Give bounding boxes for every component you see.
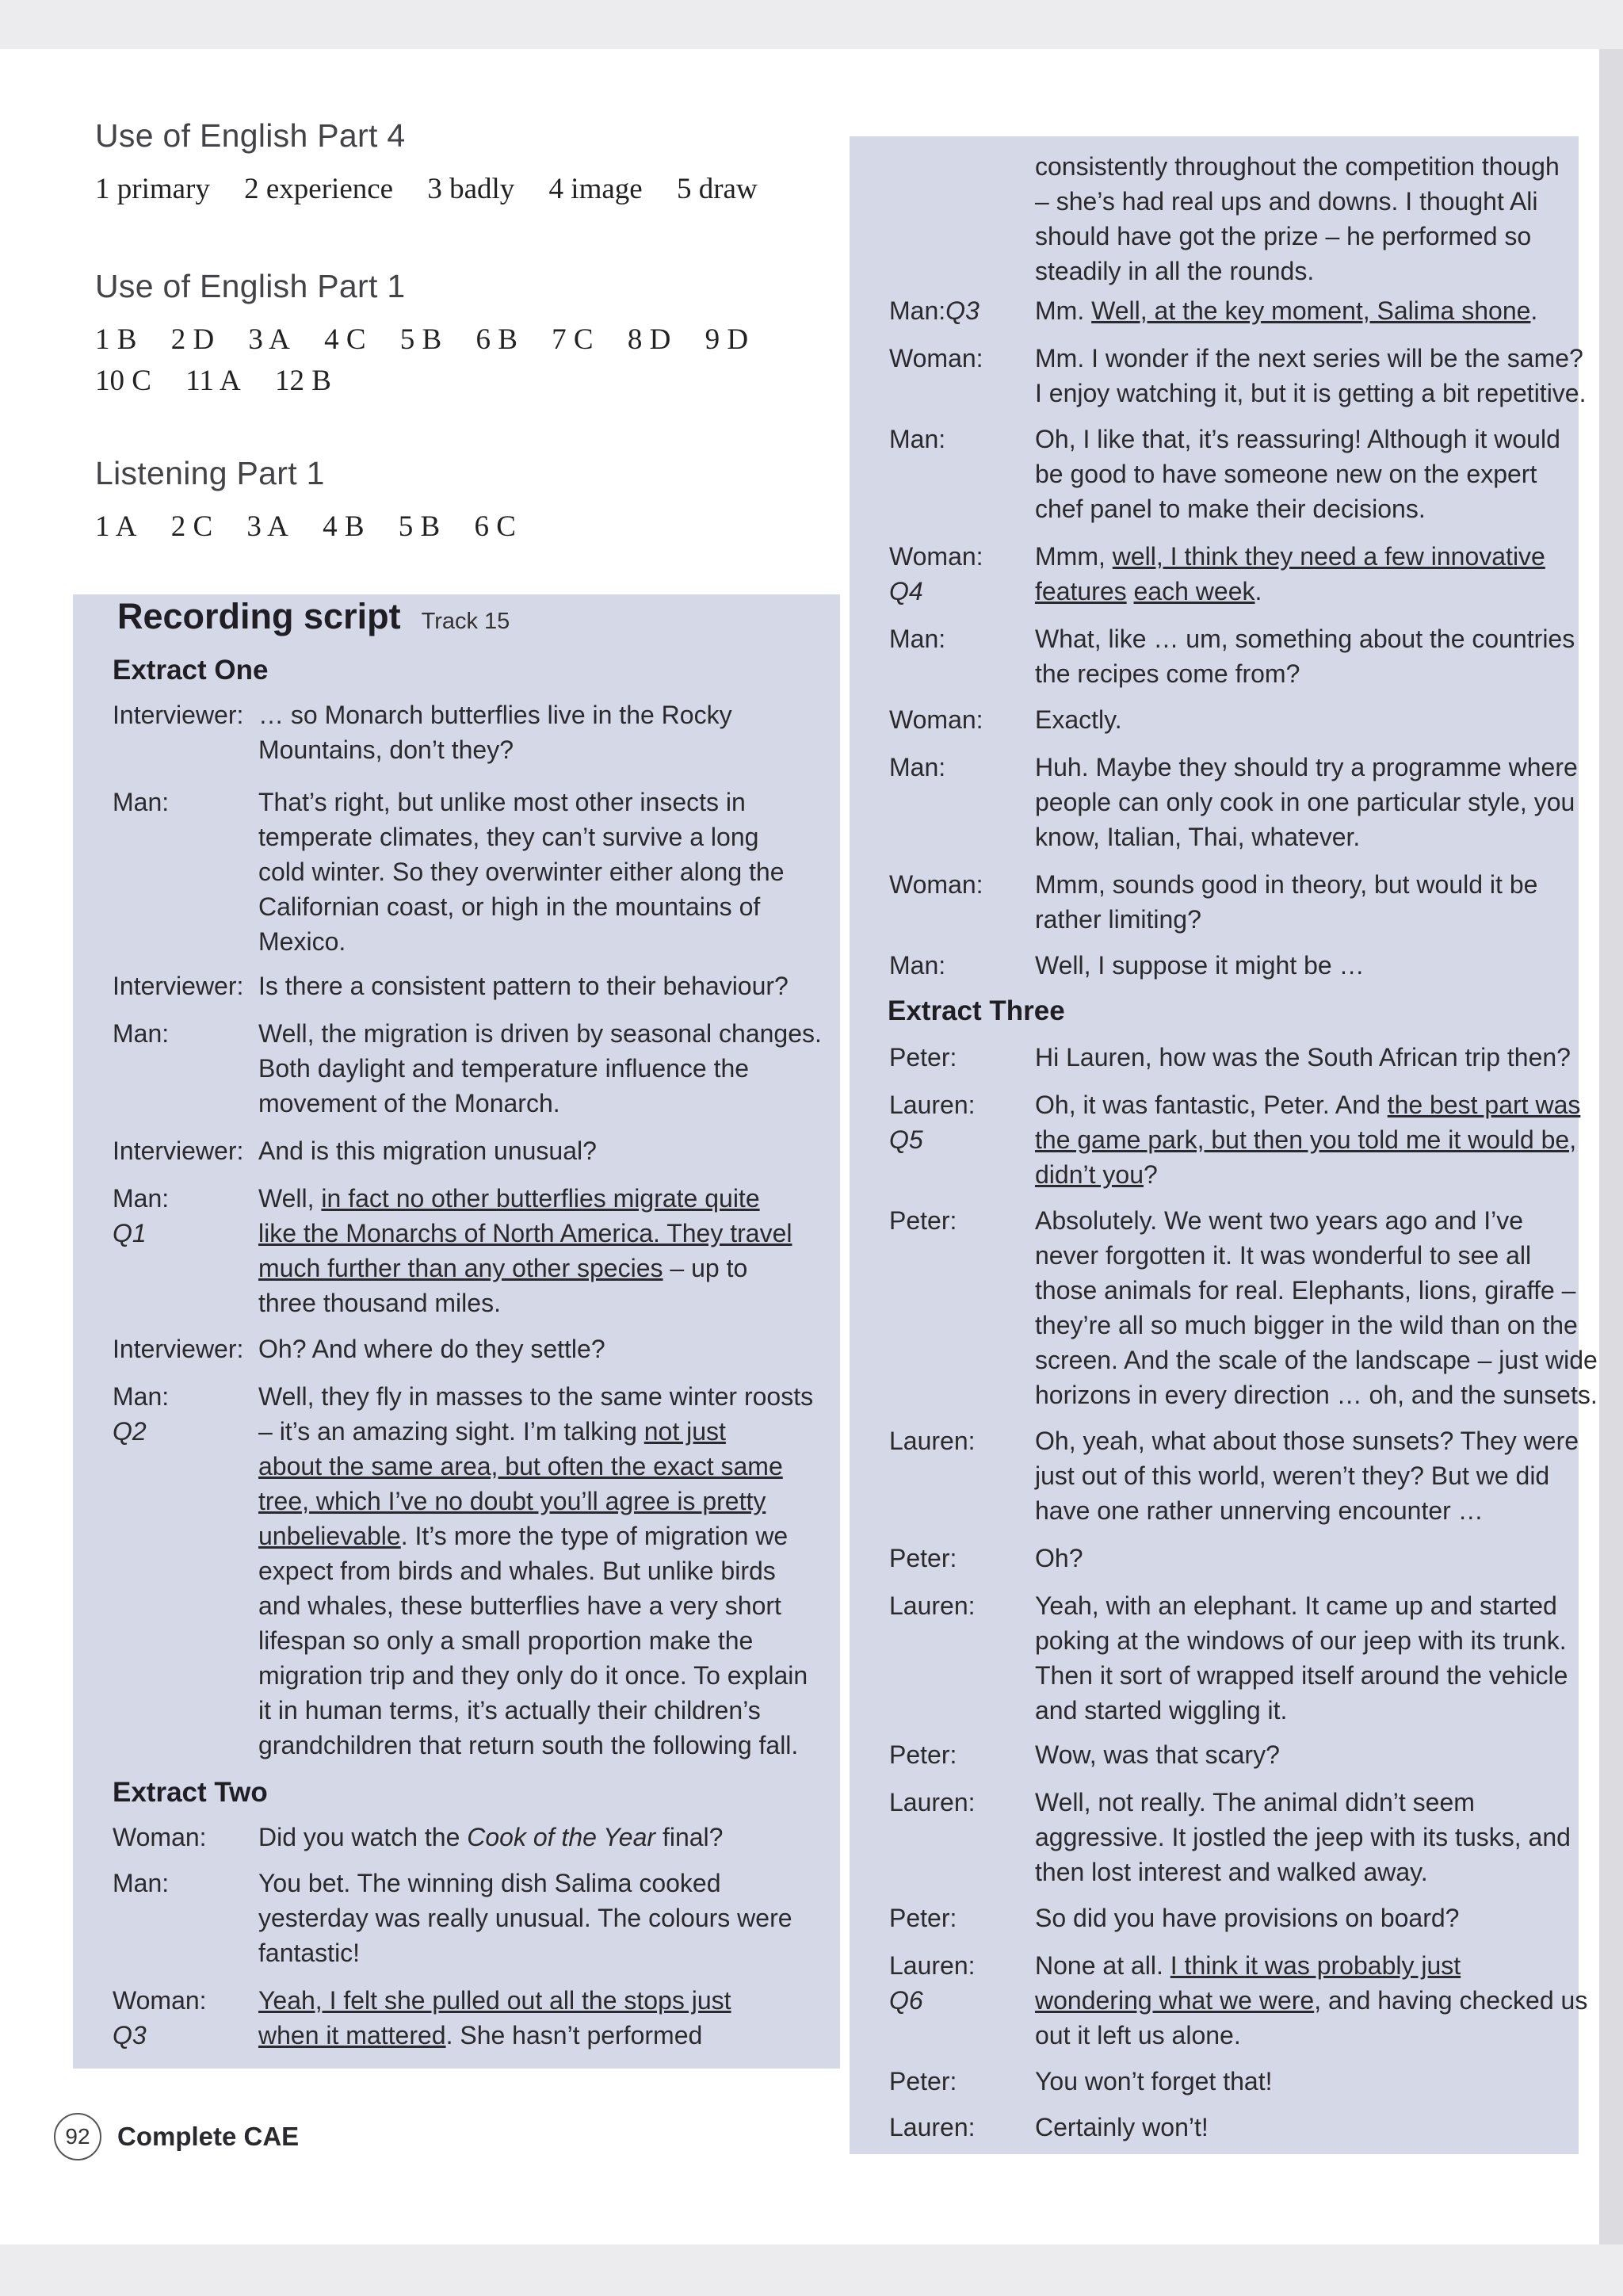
speaker-label: Interviewer: [113,1137,244,1165]
answer-item: 8 D [627,323,671,356]
speaker-text: Well, the migration is driven by seasonal changes. Both daylight and temperature influence the movement of the Monarch. [258,1019,822,1117]
speaker-label: Peter: [889,1544,957,1572]
speaker-label: Lauren: Q5 [889,1091,976,1154]
speaker-text: None at all. I think it was probably just wondering what we were, and having checked us out it left us alone. [1035,1951,1588,2050]
speaker-text: Oh? [1035,1544,1083,1572]
answer-item: 5 B [399,323,442,356]
speaker-label: Man: [113,1019,170,1048]
speaker-label: Lauren: [889,2113,976,2141]
answer-item: 10 C [95,365,151,397]
speaker-label: Interviewer: [113,1335,244,1363]
speaker-text: Yeah, I felt she pulled out all the stops just when it mattered. She hasn’t performed [258,1986,731,2050]
speaker-text: Oh, I like that, it’s reassuring! Although it would be good to have someone new on the expert chef panel to make their decisions. [1035,425,1560,523]
answer-row [95,506,808,548]
answer-item: 4 image [548,173,643,205]
answer-item: 7 C [552,323,594,356]
answer-item: 5 B [398,510,441,543]
speaker-text: Well, in fact no other butterflies migrate quite like the Monarchs of North America. They travel much further than any other species – up to three thousand miles. [258,1184,792,1317]
speaker-text: Well, not really. The animal didn’t seem aggressive. It jostled the jeep with its tusks, and then lost interest and walked away. [1035,1788,1571,1886]
answer-item: 6 C [474,510,516,543]
speaker-label: Lauren: [889,1788,976,1817]
speaker-label: Woman: [889,344,983,372]
speaker-label: Man: Q1 [113,1184,170,1247]
speaker-label: Woman: [113,1823,207,1851]
speaker-text: So did you have provisions on board? [1035,1904,1460,1932]
speaker-label: Woman: [889,870,983,899]
speaker-label: Lauren: [889,1591,976,1620]
speaker-label: Man: [889,753,946,781]
answer-item: 3 A [246,510,288,543]
answer-heading: Listening Part 1 [95,455,325,491]
extract-heading: Extract One [113,655,269,686]
speaker-text: Hi Lauren, how was the South African trip then? [1035,1043,1571,1072]
speaker-label: Peter: [889,1043,957,1072]
speaker-text: Exactly. [1035,705,1122,734]
speaker-text: Mmm, well, I think they need a few innovative features each week. [1035,542,1545,606]
speaker-text: Well, I suppose it might be … [1035,951,1365,980]
speaker-text: And is this migration unusual? [258,1137,597,1165]
speaker-text: Did you watch the Cook of the Year final? [258,1823,724,1851]
speaker-text: Is there a consistent pattern to their behaviour? [258,972,789,1000]
speaker-label: Woman: Q3 [113,1986,207,2050]
answer-item: 11 A [185,365,241,397]
speaker-label: Interviewer: [113,972,244,1000]
answer-heading: Use of English Part 1 [95,268,406,304]
answer-row [95,169,808,210]
speaker-text: Oh, yeah, what about those sunsets? They were just out of this world, weren’t they? But we did have one rather unnerving encounter … [1035,1427,1579,1525]
speaker-text: Well, they fly in masses to the same winter roosts – it’s an amazing sight. I’m talking not just about the same area, but often the exact same tree, which I’ve no doubt you’ll agree is pretty unbelievable. It’s more the type of migration we expect from birds and whales. But unlike birds and whales, these butterflies have a very short lifespan so only a small proportion make the migration trip and they only do it once. To explain it in human terms, it’s actually their children’s grandchildren that return south the following fall. [258,1382,814,1759]
speaker-text: That’s right, but unlike most other insects in temperate climates, they can’t survive a long cold winter. So they overwinter either along the Californian coast, or high in the mountains of Mexico. [258,788,785,956]
speaker-label: Interviewer: [113,701,244,729]
speaker-text: What, like … um, something about the countries the recipes come from? [1035,625,1575,688]
answer-item: 1 B [95,323,137,356]
answer-item: 1 A [95,510,137,543]
speaker-label: Man: [113,1869,170,1897]
speaker-text: Mmm, sounds good in theory, but would it be rather limiting? [1035,870,1538,934]
answer-item: 3 A [248,323,290,356]
speaker-text: Certainly won’t! [1035,2113,1209,2141]
speaker-label: Peter: [889,2067,957,2095]
speaker-text: consistently throughout the competition though – she’s had real ups and downs. I thought Ali should have got the prize – he performed so steadily in all the rounds. [1035,152,1560,285]
answer-item: 6 B [475,323,517,356]
answer-item: 4 B [323,510,365,543]
extract-heading: Extract Two [113,1777,268,1808]
speaker-text: Huh. Maybe they should try a programme where people can only cook in one particular style, you know, Italian, Thai, whatever. [1035,753,1578,851]
answer-block-uoe1 [95,268,808,402]
page-number: 92 [54,2113,101,2160]
page-footer [54,2113,299,2160]
speaker-label: Peter: [889,1740,957,1769]
book-title: Complete CAE [117,2122,300,2151]
answer-block-listening1 [95,455,808,548]
recording-script-title-text: Recording script [117,596,401,636]
extract-heading: Extract Three [888,995,1065,1026]
answer-item: 2 D [170,323,215,356]
track-label: Track 15 [421,609,510,634]
answer-row [95,319,808,361]
speaker-text: Oh? And where do they settle? [258,1335,605,1363]
speaker-text: You bet. The winning dish Salima cooked yesterday was really unusual. The colours were fantastic! [258,1869,792,1967]
answer-item: 1 primary [95,173,210,205]
answer-item: 2 C [170,510,213,543]
answer-heading: Use of English Part 4 [95,117,406,154]
speaker-label: Man: [889,625,946,653]
speaker-label: Lauren: [889,1427,976,1455]
answer-block-uoe4 [95,117,808,210]
speaker-text: Mm. I wonder if the next series will be the same? I enjoy watching it, but it is getting a bit repetitive. [1035,344,1587,407]
answer-row [95,361,808,402]
speaker-text: Mm. Well, at the key moment, Salima shone. [1035,296,1538,325]
speaker-label: Peter: [889,1206,957,1235]
speaker-text: … so Monarch butterflies live in the Rocky Mountains, don’t they? [258,701,732,764]
speaker-label: Man: Q2 [113,1382,170,1446]
speaker-text: Absolutely. We went two years ago and I’ve never forgotten it. It was wonderful to see all those animals for real. Elephants, lions, giraffe – they’re all so much bigger in the wild than on the screen. And the scale of the landscape – just wide horizons in every direction … oh, and the sunsets. [1035,1206,1598,1409]
speaker-label: Peter: [889,1904,957,1932]
speaker-label: Man: [113,788,170,816]
answer-item: 9 D [705,323,749,356]
speaker-label: Woman: [889,705,983,734]
speaker-label: Man: [889,951,946,980]
speaker-text: Yeah, with an elephant. It came up and started poking at the windows of our jeep with its trunk. Then it sort of wrapped itself around the vehicle and started wiggling it. [1035,1591,1568,1725]
recording-script-title [117,596,510,637]
speaker-label: Man: [889,425,946,453]
answer-item: 12 B [275,365,331,397]
speaker-label: Woman: Q4 [889,542,983,606]
speaker-label: Man:Q3 [889,296,980,325]
speaker-text: You won’t forget that! [1035,2067,1273,2095]
answer-item: 3 badly [427,173,515,205]
speaker-text: Wow, was that scary? [1035,1740,1280,1769]
answer-item: 4 C [324,323,366,356]
answer-item: 5 draw [676,173,758,205]
speaker-label: Lauren: Q6 [889,1951,976,2015]
speaker-text: Oh, it was fantastic, Peter. And the best part was the game park, but then you told me it would be, didn’t you? [1035,1091,1581,1189]
answer-item: 2 experience [244,173,394,205]
